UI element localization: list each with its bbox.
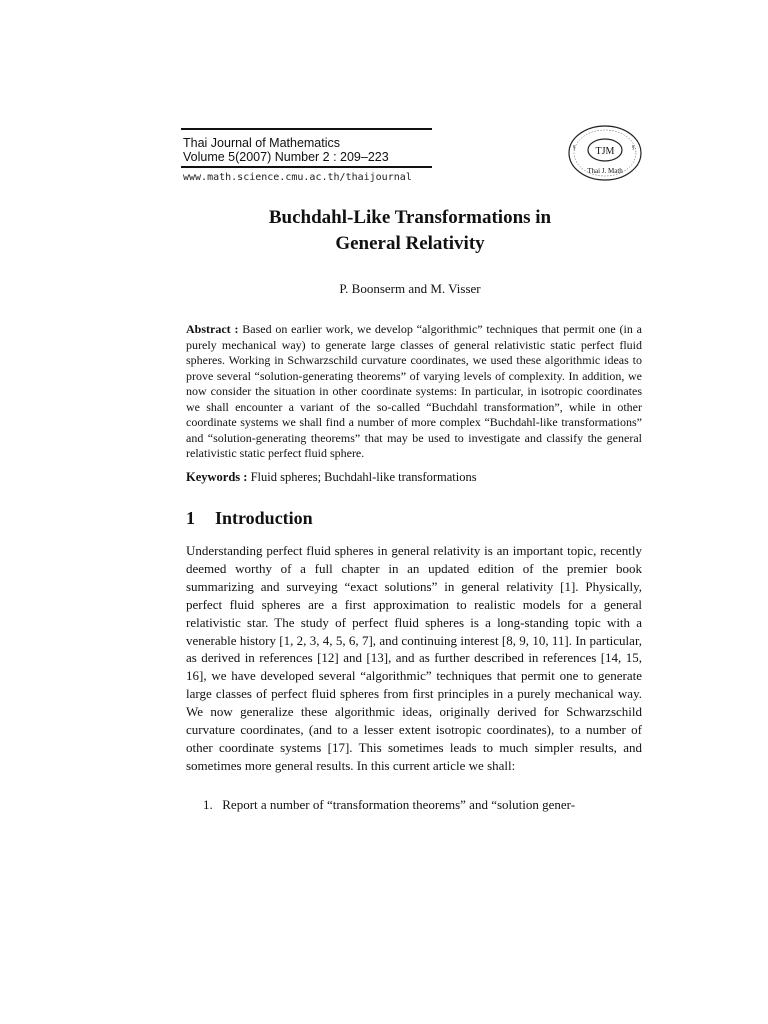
header-top-rule (181, 128, 432, 130)
list-item-number: 1. (203, 797, 213, 812)
paper-title (180, 205, 640, 257)
journal-seal-icon (566, 123, 644, 181)
abstract-label: Abstract : (186, 322, 239, 336)
section-title: Introduction (215, 508, 313, 528)
list-item (203, 796, 642, 813)
svg-text:§: § (573, 145, 576, 151)
abstract-text: Based on earlier work, we develop “algorithmic” techniques that permit one (in a purely mechanical way) to generate large classes of general relativistic static perfect fluid spheres. Working in Schwarzschild curvature coordinates, we used these algorithmic ideas to prove several “solution-generating theorems” of varying levels of complexity. In addition, we now consider the situation in other coordinate systems: In particular, in isotropic coordinates we shall encounter a variant of the so-called “Buchdahl transformation”, while in other coordinate systems we shall find a number of more complex “Buchdahl-like transformations” and “solution-generating theorems” that may be used to investigate and classify the general relativistic static perfect fluid sphere. (186, 322, 642, 461)
list-item-text: Report a number of “transformation theorems” and “solution gener- (222, 797, 576, 812)
keywords-text: Fluid spheres; Buchdahl-like transformations (250, 470, 477, 484)
section-heading (186, 507, 313, 529)
keywords (186, 470, 642, 485)
svg-text:§: § (632, 145, 635, 151)
seal-center-text: TJM (595, 146, 615, 157)
intro-paragraph: Understanding perfect fluid spheres in general relativity is an important topic, recently deemed worthy of a full chapter in an updated edition of the premier book summarizing and surveying “exact solutions” in general relativity [1]. Physically, perfect fluid spheres are a first approximation to realistic models for a general relativistic star. The study of perfect fluid spheres is a long-standing topic with a venerable history [1, 2, 3, 4, 5, 6, 7], and continuing interest [8, 9, 10, 11]. In particular, as derived in references [12] and [13], and as further described in references [14, 15, 16], we have developed several “algorithmic” techniques that permit one to generate large classes of perfect fluid spheres from first principles in a purely mechanical way. We now generalize these algorithmic ideas, originally derived for Schwarzschild curvature coordinates, (and to a lesser extent isotropic coordinates), to a number of other coordinate systems [17]. This sometimes leads to much simpler results, and sometimes more general results. In this current article we shall: (186, 543, 642, 773)
header-bottom-rule (181, 166, 432, 168)
title-line-2: General Relativity (335, 233, 485, 254)
keywords-label: Keywords : (186, 470, 248, 484)
journal-name: Thai Journal of Mathematics (183, 136, 341, 150)
section-number: 1 (186, 508, 195, 528)
seal-bottom-text: Thai J. Math (587, 167, 623, 175)
journal-volume: Volume 5(2007) Number 2 : 209–223 (183, 150, 389, 164)
journal-url: www.math.science.cmu.ac.th/thaijournal (183, 172, 412, 183)
abstract (186, 322, 642, 462)
title-line-1: Buchdahl-Like Transformations in (268, 207, 552, 228)
authors: P. Boonserm and M. Visser (339, 281, 481, 296)
